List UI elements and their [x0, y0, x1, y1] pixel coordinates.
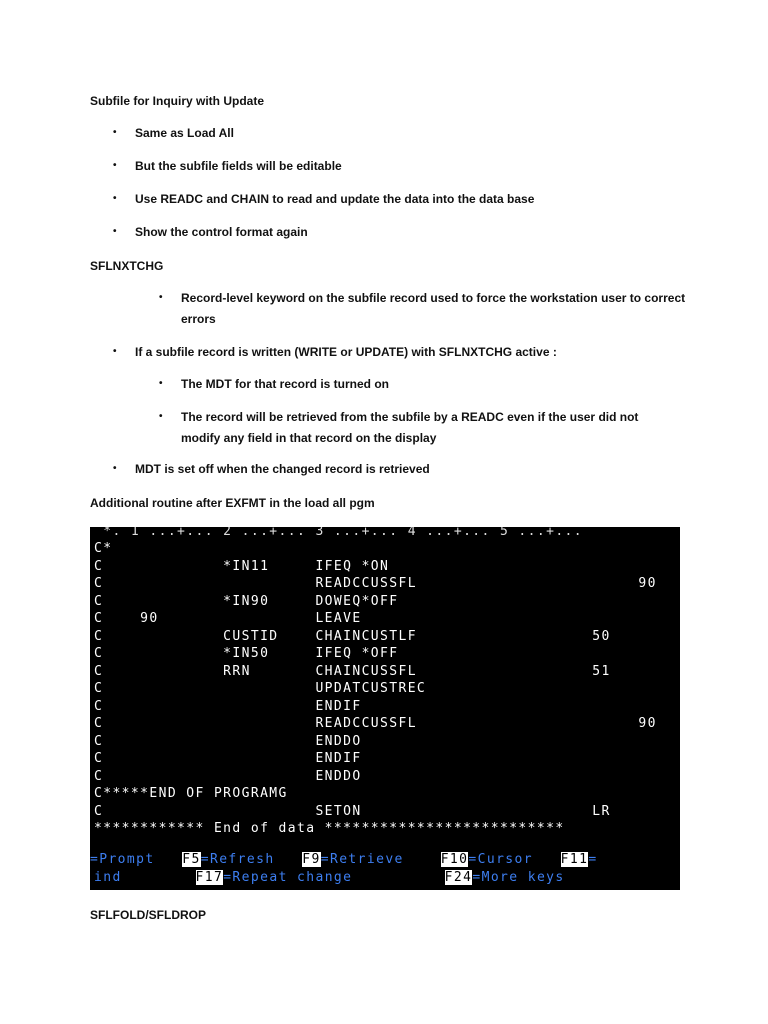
fkey-prompt-label[interactable]: =Prompt [90, 852, 155, 867]
code-line: C *IN90 DOWEQ*OFF [94, 593, 399, 609]
bullet-readc-chain: Use READC and CHAIN to read and update the data into the data base [135, 192, 535, 206]
f10-key[interactable]: F10 [440, 852, 469, 867]
code-line: C*****END OF PROGRAMG [94, 786, 288, 801]
f10-key-label: =Cursor [468, 852, 533, 867]
bullet-dot: • [113, 193, 117, 204]
bullet-dot: • [113, 226, 117, 237]
f17-key-label: =Repeat change [223, 869, 353, 885]
bullet-dot: • [113, 127, 117, 138]
f9-key[interactable]: F9 [302, 852, 321, 867]
function-key-row [90, 851, 598, 868]
end-of-data-line: ************ End of data ************************** [94, 821, 565, 836]
f5-key[interactable]: F5 [182, 852, 201, 867]
sflnxtchg-description-line2: errors [181, 312, 216, 326]
bullet-mdt-off: MDT is set off when the changed record is retrieved [135, 462, 430, 476]
bullet-control-format: Show the control format again [135, 225, 308, 239]
f5-key-label: =Refresh [200, 852, 275, 867]
bullet-record-retrieved-line1: The record will be retrieved from the subfile by a READC even if the user did not [181, 410, 639, 424]
bullet-dot: • [113, 463, 117, 474]
terminal-ruler: *. 1 ...+... 2 ...+... 3 ...+... 4 ...+... 5 ...+... [94, 527, 584, 539]
f11-key-label: = [588, 852, 598, 867]
bullet-dot: • [113, 346, 117, 357]
terminal-screenshot [90, 527, 680, 890]
heading-subfile-inquiry: Subfile for Inquiry with Update [90, 94, 264, 108]
fkey-find-label[interactable]: ind [94, 869, 122, 885]
code-line: C ENDIF [94, 751, 362, 766]
bullet-dot: • [159, 411, 163, 422]
bullet-same-as-load-all: Same as Load All [135, 126, 234, 140]
code-line: C READCCUSSFL 90 [94, 576, 657, 591]
f9-key-label: =Retrieve [320, 852, 404, 867]
heading-sflnxtchg: SFLNXTCHG [90, 259, 164, 273]
code-line: C RRN CHAINCUSSFL 51 [94, 663, 611, 679]
code-line: C ENDDO [94, 768, 362, 784]
code-line: C *IN11 IFEQ *ON [94, 558, 390, 574]
f17-key[interactable]: F17 [195, 869, 224, 885]
bullet-dot: • [159, 378, 163, 389]
bullet-record-retrieved-line2: modify any field in that record on the display [181, 431, 437, 445]
code-line: C SETON LR [94, 803, 611, 819]
code-line: C *IN50 IFEQ *OFF [94, 646, 399, 661]
code-line: C UPDATCUSTREC [94, 681, 427, 696]
sflnxtchg-description-line1: Record-level keyword on the subfile record used to force the workstation user to correct [181, 291, 686, 305]
code-line: C 90 LEAVE [94, 611, 362, 626]
code-line: C READCCUSSFL 90 [94, 716, 657, 731]
code-line: C* [94, 541, 113, 556]
code-line: C ENDDO [94, 733, 362, 749]
bullet-dot: • [113, 160, 117, 171]
f11-key[interactable]: F11 [560, 852, 589, 867]
bullet-fields-editable: But the subfile fields will be editable [135, 159, 342, 173]
bullet-dot: • [159, 292, 163, 303]
bullet-mdt-on: The MDT for that record is turned on [181, 377, 390, 391]
heading-sflfold-sfldrop: SFLFOLD/SFLDROP [90, 908, 206, 922]
f24-key-label: =More keys [472, 869, 565, 885]
code-line: C CUSTID CHAINCUSTLF 50 [94, 628, 611, 644]
heading-additional-routine: Additional routine after EXFMT in the load all pgm [90, 496, 375, 510]
f24-key[interactable]: F24 [444, 869, 473, 885]
bullet-write-update: If a subfile record is written (WRITE or UPDATE) with SFLNXTCHG active : [135, 345, 557, 359]
code-line: C ENDIF [94, 698, 362, 714]
function-key-row [94, 869, 565, 886]
